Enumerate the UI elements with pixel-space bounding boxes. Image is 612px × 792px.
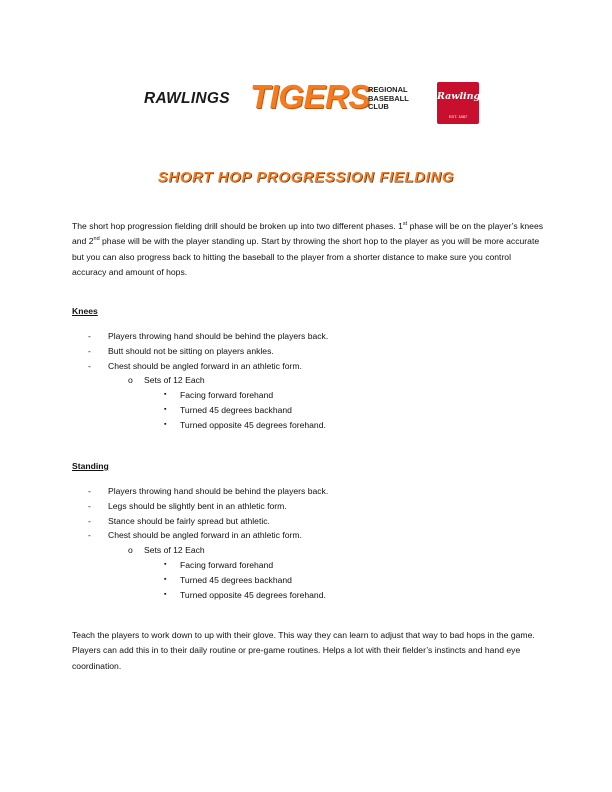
list-item: - Chest should be angled forward in an athletic form.	[88, 530, 302, 541]
list-item: ▪ Turned opposite 45 degrees forehand.	[164, 419, 326, 430]
rawlings-wordmark: RAWLINGS	[144, 90, 230, 107]
standing-heading: Standing	[72, 461, 109, 471]
closing-paragraph: Teach the players to work down to up with their glove. This way they can learn to adjust that way to bad hops in the game. Players can add this in to their daily routine or pre-game routines. Helps a lot with their fielder’s instincts and hand eye coordination.	[72, 630, 535, 671]
header-logos	[138, 72, 508, 130]
club-line-club: CLUB	[368, 102, 389, 111]
standing-list	[88, 484, 548, 602]
list-item: - Butt should not be sitting on players ankles.	[88, 345, 274, 356]
badge-script-text: Rawlings	[437, 91, 486, 102]
list-item: - Legs should be slightly bent in an athletic form.	[88, 500, 287, 511]
list-item: ▪ Turned 45 degrees backhand	[164, 404, 292, 415]
club-line-regional: REGIONAL	[368, 85, 408, 94]
list-item: - Players throwing hand should be behind the players back.	[88, 331, 329, 341]
club-line-baseball: BASEBALL	[368, 93, 409, 103]
intro-paragraph: The short hop progression fielding drill should be broken up into two different phases. 1st phase will be on the player’s knees and 2nd phase will be with the player standing up. Start by throwing the short hop to the player as you will be more accurate but you can also progress back to hitting the baseball to the player from a shorter distance to make sure you control accuracy and amount of hops.	[72, 221, 544, 278]
list-item: - Stance should be fairly spread but athletic.	[88, 515, 270, 526]
knees-list	[88, 329, 548, 433]
tigers-wordmark: TIGERS	[250, 78, 370, 115]
knees-heading: Knees	[72, 306, 98, 316]
list-item: ▪ Turned opposite 45 degrees forehand.	[164, 589, 326, 600]
list-item: o Sets of 12 Each	[128, 545, 205, 556]
list-item: - Chest should be angled forward in an athletic form.	[88, 360, 302, 371]
page-title: SHORT HOP PROGRESSION FIELDING	[157, 169, 455, 186]
list-item: ▪ Facing forward forehand	[164, 559, 274, 570]
rawlings-badge-logo	[437, 82, 486, 124]
club-wordmark	[368, 86, 409, 112]
list-item: ▪ Turned 45 degrees backhand	[164, 574, 292, 585]
list-item: ▪ Facing forward forehand	[164, 390, 274, 401]
badge-est-text: EST. 1887	[448, 114, 468, 119]
list-item: o Sets of 12 Each	[128, 375, 205, 386]
list-item: - Players throwing hand should be behind the players back.	[88, 486, 329, 496]
